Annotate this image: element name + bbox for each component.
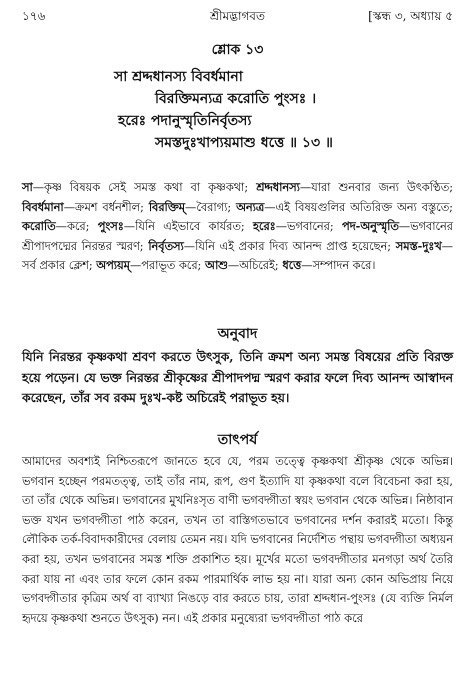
synonym-meaning: বৈরাগ্য xyxy=(196,200,228,214)
synonym-word: ধত্তে xyxy=(282,258,302,272)
verse-line: সা শ্রদ্দধানস্য বিবর্ধমানা xyxy=(114,69,243,85)
synonym-meaning: করে xyxy=(66,220,86,233)
synonym-meaning: কৃষ্ণ বিষয়ক সেই সমস্ত কথা বা কৃষ্ণকথা xyxy=(44,181,245,194)
synonym-meaning: ভগবানের শ্রীপাদপদ্মের নিরন্তর স্মরণ xyxy=(22,220,453,253)
synonym-word: বিরক্তিম্ xyxy=(148,199,186,214)
synonym-word: সা xyxy=(22,180,33,194)
synonym-meaning: পরাভূত করে xyxy=(141,259,198,272)
translation-heading: অনুবাদ xyxy=(217,326,258,342)
verse-line: হরেঃ পদানুস্মৃতিনির্বৃতস্য xyxy=(118,113,252,129)
verse-title: শ্লোক ১৩ xyxy=(211,42,264,58)
chapter-reference: [স্কন্ধ ৩, অধ্যায় ৫ xyxy=(368,9,453,23)
page-number: ১৭৬ xyxy=(22,9,46,23)
purport-heading: তাৎপর্য xyxy=(217,432,258,448)
synonym-meaning: ভগবানের xyxy=(287,220,330,233)
synonym-word: সমস্ত-দুঃখ xyxy=(395,238,442,253)
synonym-meaning: সর্ব প্রকার ক্লেশ xyxy=(22,259,89,272)
synonym-word: শ্রদ্দধানস্য xyxy=(256,180,300,194)
synonyms-paragraph: সা—কৃষ্ণ বিষয়ক সেই সমস্ত কথা বা কৃষ্ণকথা; শ্রদ্দধানস্য—যারা শুনবার জন্য উৎকণ্ঠিত; বিবর্ধমানা—ক্রমশ বর্ধনশীল; বিরক্তিম্—বৈরাগ্য; অন্যত্র—এই বিষয়গুলির অতিরিক্ত অন্য বস্তুতে; করোতি—করে; পুংসঃ—যিনি এইভাবে কার্যরত; হরেঃ—ভগবানের; পদ-অনুস্মৃতি—ভগবানের শ্রীপাদপদ্মের নিরন্তর স্মরণ; নির্বৃতস্য—যিনি এই প্রকার দিব্য আনন্দ প্রাপ্ত হয়েছেন; সমস্ত-দুঃখ—সর্ব প্রকার ক্লেশ; অপ্যয়ম্—পরাভূত করে; আশু—অচিরেই; ধত্তে—সম্পাদন করে। xyxy=(22,180,453,272)
synonym-word: করোতি xyxy=(22,219,56,233)
verse-line: বিরক্তিমন্যত্র করোতি পুংসঃ । xyxy=(155,91,317,107)
translation-text: যিনি নিরন্তর কৃষ্ণকথা শ্রবণ করতে উৎসুক, তিনি ক্রমশ অন্য সমস্ত বিষয়ের প্রতি বিরক্ত হয়ে পড়েন। যে ভক্ত নিরন্তর শ্রীকৃষ্ণের শ্রীপাদপদ্ম স্মরণ করার ফলে দিব্য আনন্দ আস্বাদন করেছেন, তাঁর সব রকম দুঃখ-কষ্ট অচিরেই পরাভূত হয়। xyxy=(22,349,453,405)
synonym-word: নির্বৃতস্য xyxy=(148,238,184,253)
page-header xyxy=(22,8,453,28)
synonym-meaning: ক্রমশ বর্ধনশীল xyxy=(75,200,141,214)
synonym-meaning: যারা শুনবার জন্য উৎকণ্ঠিত xyxy=(311,181,450,194)
synonym-word: অন্যত্র xyxy=(236,199,265,214)
verse-block xyxy=(0,38,475,154)
synonym-meaning: এই বিষয়গুলির অতিরিক্ত অন্য বস্তুতে xyxy=(275,200,450,214)
synonym-meaning: যিনি এইভাবে কার্যরত xyxy=(135,220,241,233)
synonym-word: হরেঃ xyxy=(252,219,276,233)
purport-text: আমাদের অবশ্যই নিশ্চিতরূপে জানতে হবে যে, পরম তত্ত্বে কৃষ্ণকথা শ্রীকৃষ্ণ থেকে অভিন্ন। ভগবান হচ্ছেন পরমতত্ত্ব, তাই তাঁর নাম, রূপ, গুণ ইত্যাদি যা কৃষ্ণকথা বলে বিবেচনা করা হয়, তা তাঁর থেকে অভিন্ন। ভগবানের মুখনিঃসৃত বাণী ভগবদ্গীতা স্বয়ং ভগবান থেকে অভিন্ন। নিষ্ঠাবান ভক্ত যখন ভগবদ্গীতা পাঠ করেন, তখন তা বাস্তিগতভাবে ভগবানের দর্শন করারই মতো। কিন্তু লৌকিক তর্ক-বিবাদকারীদের বেলায় তেমন নয়। যদি ভগবানের নির্দেশিত পন্থায় ভগবদ্গীতা অধ্যয়ন করা হয়, তখন ভগবানের সমস্ত শক্তি প্রকাশিত হয়। মূর্খের মতো ভগবদ্গীতার মনগড়া অর্থ তৈরি করা যায় না এবং তার ফলে কোন রকম পারমার্থিক লাভ হয় না। যারা অন্য কোন অভিপ্রায় নিয়ে ভগবদ্গীতার কৃত্রিম অর্থ বা ব্যাখ্যা নিঙড়ে বার করতে চায়, তারা শ্রদ্দধান-পুংসঃ (যে ব্যক্তি নির্মল হৃদয়ে কৃষ্ণকথা শুনতে উৎসুক) নন। এই প্রকার মনুষ্যেরা ভগবদ্গীতা পাঠ করে xyxy=(22,455,453,625)
synonym-word: পদ-অনুস্মৃতি xyxy=(342,219,399,233)
verse-line: সমস্তদুঃখাপ্যয়মাশু ধত্তে ॥ ১৩ ॥ xyxy=(155,135,333,151)
book-title: শ্রীমদ্ভাগবত xyxy=(209,9,265,23)
synonym-word: বিবর্ধমানা xyxy=(22,199,64,214)
synonym-meaning: সম্পাদন করে। xyxy=(312,259,376,272)
synonym-word: পুংসঃ xyxy=(97,219,124,233)
synonym-meaning: যিনি এই প্রকার দিব্য আনন্দ প্রাপ্ত হয়েছেন xyxy=(195,239,388,253)
synonym-word: অপ্যয়ম্ xyxy=(96,258,130,272)
synonym-meaning: অচিরেই xyxy=(239,259,275,272)
synonym-word: আশু xyxy=(204,258,228,272)
